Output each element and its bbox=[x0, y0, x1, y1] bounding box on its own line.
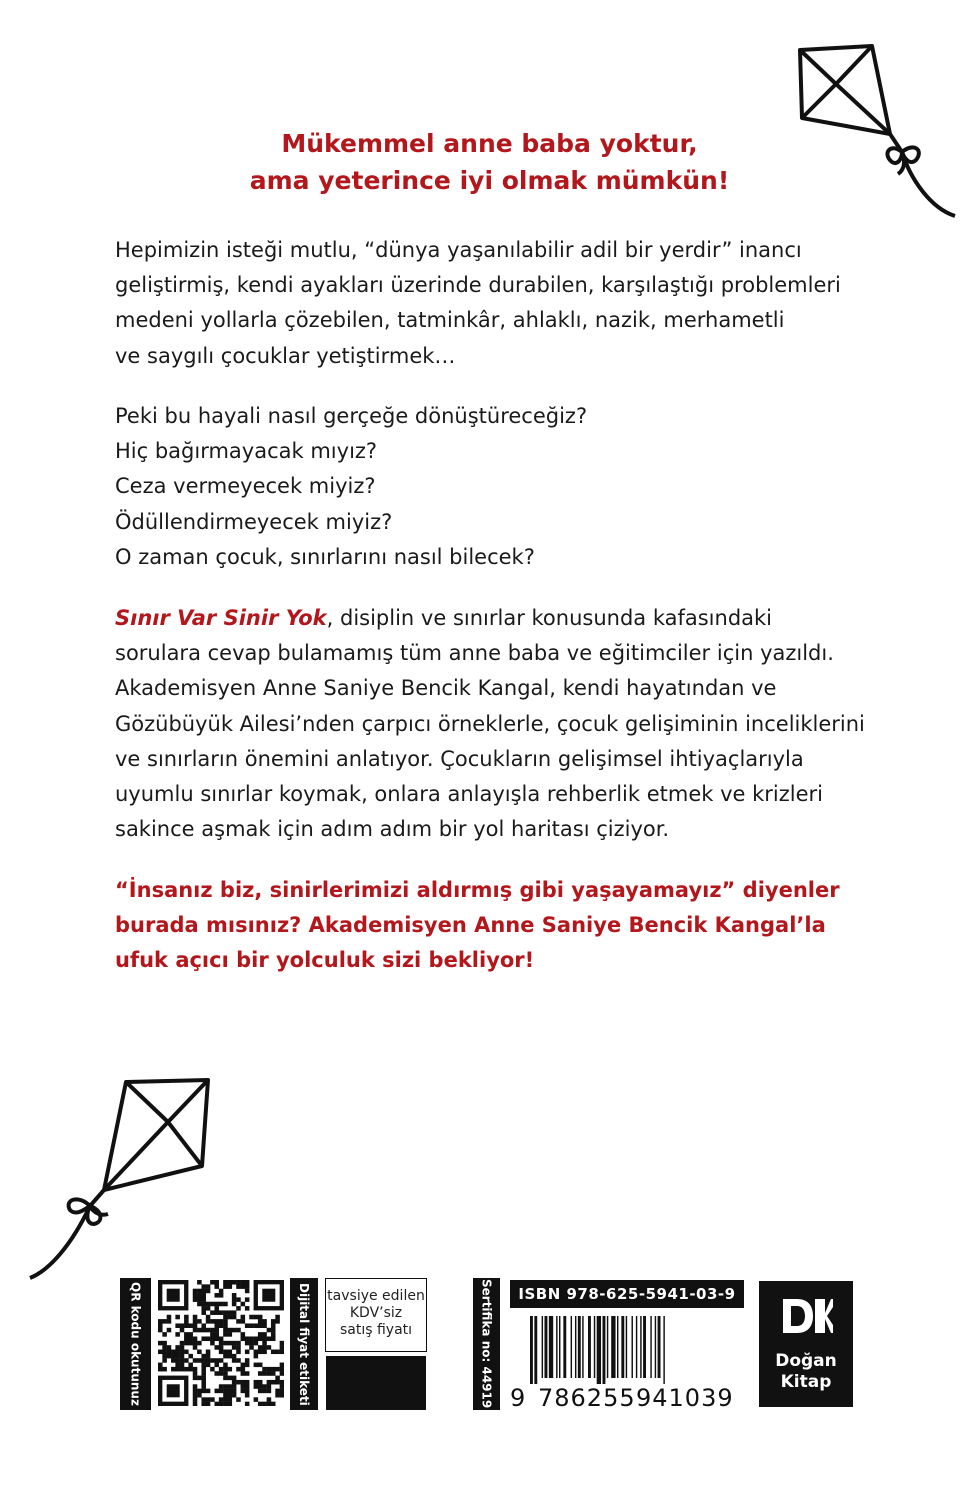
text-fragment: , disiplin ve sınırlar konusunda kafasındaki bbox=[326, 606, 773, 630]
text-line: geliştirmiş, kendi ayakları üzerinde durabilen, karşılaştığı problemleri bbox=[115, 273, 841, 298]
closing-line: burada mısınız? Akademisyen Anne Saniye Bencik Kangal’la bbox=[115, 913, 826, 938]
price-text-line: satış fiyatı bbox=[339, 1322, 413, 1338]
text-line: medeni yollarla çözebilen, tatminkâr, ahlaklı, nazik, merhametli bbox=[115, 308, 785, 333]
text-line: Hepimizin isteği mutlu, “dünya yaşanılabilir adil bir yerdir” inancı bbox=[115, 238, 802, 262]
price-text-line: KDV’siz bbox=[349, 1305, 403, 1321]
barcode-digit-first: 9 bbox=[510, 1384, 527, 1412]
closing-line: “İnsanız biz, sinirlerimizi aldırmış gibi yaşayamayız” diyenler bbox=[115, 878, 840, 902]
barcode-digits bbox=[510, 1384, 745, 1414]
text-line bbox=[115, 601, 875, 636]
text-line: sorulara cevap bulamamış tüm anne baba ve eğitimciler için yazıldı. bbox=[115, 641, 834, 666]
questions-paragraph bbox=[115, 399, 875, 575]
price-box bbox=[325, 1278, 427, 1352]
text-line: Akademisyen Anne Saniye Bencik Kangal, kendi hayatından ve bbox=[115, 676, 777, 701]
publisher-name bbox=[759, 1351, 853, 1393]
certificate-label-text: Sertifika no: 44919 bbox=[479, 1279, 494, 1409]
barcode-digit-group-1: 786255 bbox=[538, 1384, 636, 1412]
price-value-box bbox=[326, 1356, 426, 1410]
dk-logo-mark bbox=[779, 1295, 833, 1337]
qr-code[interactable] bbox=[158, 1280, 284, 1406]
kite-illustration-bottom bbox=[24, 1074, 219, 1284]
text-line: Gözübüyük Ailesi’nden çarpıcı örneklerle, çocuk gelişiminin inceliklerini bbox=[115, 711, 865, 736]
text-line: ve sınırların önemini anlatıyor. Çocukların gelişimsel ihtiyaçlarıyla bbox=[115, 746, 804, 771]
question-line: Ödüllendirmeyecek miyiz? bbox=[115, 509, 393, 534]
text-line: uyumlu sınırlar koymak, onlara anlayışla rehberlik etmek ve krizleri bbox=[115, 782, 823, 807]
publisher-name-line-1: Doğan bbox=[775, 1351, 837, 1371]
digital-price-label bbox=[290, 1278, 318, 1410]
certificate-label bbox=[473, 1278, 500, 1410]
question-line: Peki bu hayali nasıl gerçeğe dönüştüreceğiz? bbox=[115, 404, 588, 428]
intro-paragraph bbox=[115, 233, 875, 374]
closing-paragraph bbox=[115, 873, 875, 979]
publisher-logo bbox=[759, 1281, 853, 1407]
book-title: Sınır Var Sinir Yok bbox=[115, 606, 327, 630]
closing-line: ufuk açıcı bir yolculuk sizi bekliyor! bbox=[115, 948, 535, 973]
headline-line-1: Mükemmel anne baba yoktur, bbox=[281, 129, 698, 158]
description-paragraph bbox=[115, 601, 875, 847]
barcode bbox=[530, 1316, 742, 1386]
barcode-digit-group-2: 941039 bbox=[636, 1384, 734, 1412]
headline bbox=[0, 125, 979, 199]
question-line: Hiç bağırmayacak mıyız? bbox=[115, 439, 378, 464]
digital-price-label-text: Dijital fiyat etiketi bbox=[297, 1282, 311, 1406]
qr-label-text: QR kodu okutunuz bbox=[128, 1282, 143, 1406]
question-line: O zaman çocuk, sınırlarını nasıl bilecek? bbox=[115, 544, 535, 569]
price-text-line: tavsiye edilen bbox=[327, 1288, 425, 1304]
text-line: sakince aşmak için adım adım bir yol haritası çiziyor. bbox=[115, 817, 670, 842]
text-line: ve saygılı çocuklar yetiştirmek… bbox=[115, 343, 456, 368]
question-line: Ceza vermeyecek miyiz? bbox=[115, 474, 376, 499]
headline-line-2: ama yeterince iyi olmak mümkün! bbox=[249, 166, 730, 195]
isbn-label: ISBN 978-625-5941-03-9 bbox=[510, 1280, 744, 1308]
publisher-name-line-2: Kitap bbox=[780, 1372, 832, 1392]
qr-label bbox=[120, 1278, 151, 1410]
